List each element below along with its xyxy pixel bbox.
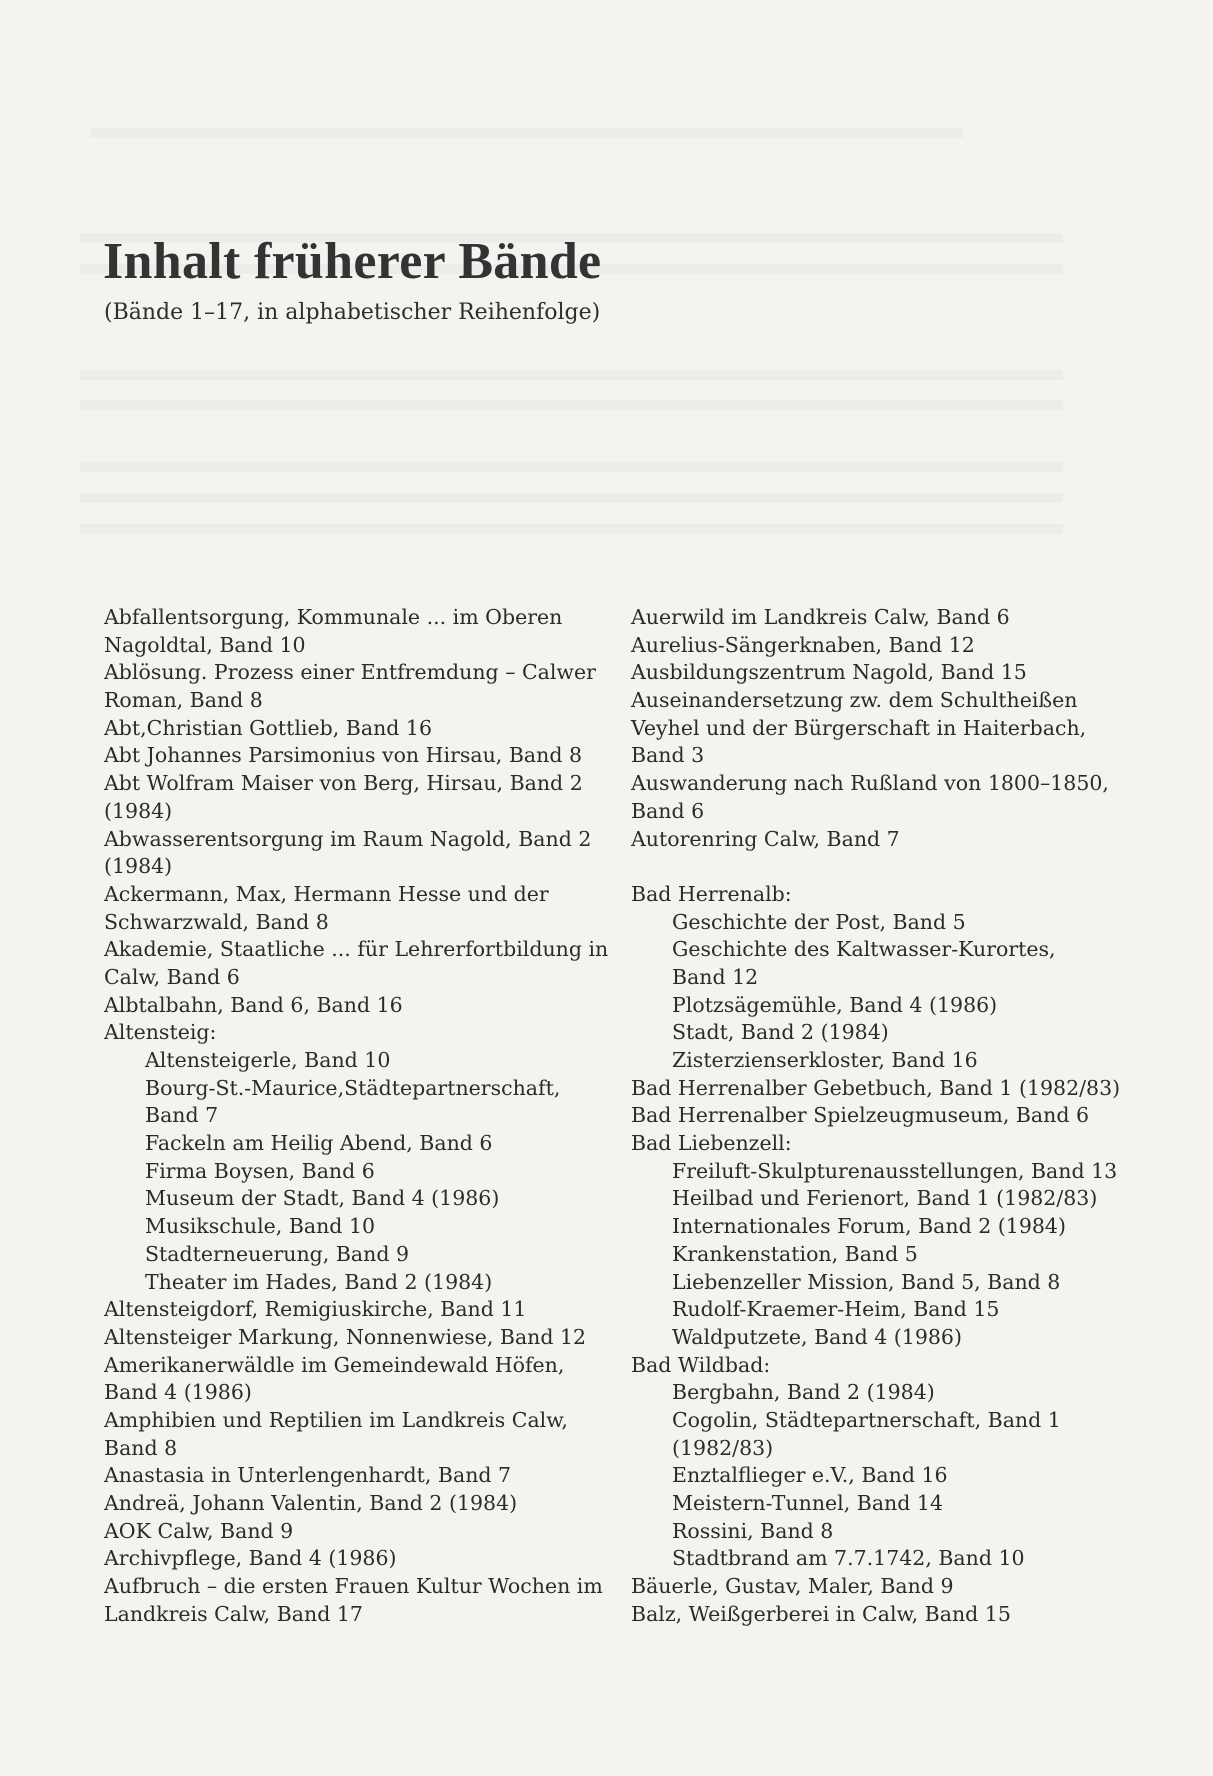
index-entry: Auseinandersetzung zw. dem Schultheißen <box>631 688 1078 713</box>
index-subentry: Stadterneuerung, Band 9 <box>145 1241 409 1266</box>
index-entry: Balz, Weißgerberei in Calw, Band 15 <box>631 1601 1011 1626</box>
index-entry: Aurelius-Sängerknaben, Band 12 <box>631 632 975 657</box>
index-subentry: Plotzsägemühle, Band 4 (1986) <box>672 992 998 1017</box>
index-heading: Bad Herrenalb: <box>631 881 792 906</box>
page-title: Inhalt früherer Bände <box>103 233 602 290</box>
index-subentry: Altensteigerle, Band 10 <box>145 1048 391 1072</box>
index-subentry: Geschichte des Kaltwasser-Kurortes, <box>672 937 1056 962</box>
show-through-line <box>80 370 1063 380</box>
index-entry: Abwasserentsorgung im Raum Nagold, Band 2 <box>104 826 592 851</box>
index-entry: Altensteigdorf, Remigiuskirche, Band 11 <box>104 1297 527 1322</box>
index-entry: Amerikanerwäldle im Gemeindewald Höfen, <box>104 1352 565 1377</box>
index-subentry: Museum der Stadt, Band 4 (1986) <box>145 1186 500 1211</box>
index-entry: Akademie, Staatliche ... für Lehrerfortbildung in <box>104 937 609 962</box>
page-subtitle: (Bände 1–17, in alphabetischer Reihenfolge) <box>104 300 601 325</box>
index-entry: Albtalbahn, Band 6, Band 16 <box>104 992 403 1017</box>
index-entry: Auswanderung nach Rußland von 1800–1850, <box>631 771 1109 796</box>
index-entry: Schwarzwald, Band 8 <box>104 909 329 934</box>
index-entry: Calw, Band 6 <box>104 964 240 989</box>
index-subentry: Freiluft-Skulpturenausstellungen, Band 13 <box>672 1158 1118 1183</box>
index-subentry: Bourg-St.-Maurice,Städtepartnerschaft, <box>145 1075 561 1100</box>
show-through-line <box>80 493 1063 503</box>
index-subentry: Firma Boysen, Band 6 <box>145 1158 375 1183</box>
index-entry: Landkreis Calw, Band 17 <box>104 1601 363 1626</box>
index-subentry: Waldputzete, Band 4 (1986) <box>672 1324 962 1349</box>
index-entry: Bäuerle, Gustav, Maler, Band 9 <box>631 1574 954 1599</box>
index-entry: Aufbruch – die ersten Frauen Kultur Wochen im <box>104 1574 603 1599</box>
index-subentry: Internationales Forum, Band 2 (1984) <box>672 1214 1066 1239</box>
show-through-line <box>80 462 1063 472</box>
index-entry: Archivpflege, Band 4 (1986) <box>104 1546 397 1571</box>
index-entry: Abfallentsorgung, Kommunale ... im Oberen <box>104 605 563 629</box>
index-entry: Amphibien und Reptilien im Landkreis Calw, <box>104 1407 568 1432</box>
index-entry: Anastasia in Unterlengenhardt, Band 7 <box>104 1463 512 1488</box>
index-subentry: Krankenstation, Band 5 <box>672 1241 918 1266</box>
index-subentry: (1982/83) <box>672 1435 774 1460</box>
index-entry: Ablösung. Prozess einer Entfremdung – Calwer <box>104 660 596 685</box>
index-subentry: Liebenzeller Mission, Band 5, Band 8 <box>672 1269 1061 1294</box>
index-entry: Abt Johannes Parsimonius von Hirsau, Band 8 <box>104 743 583 768</box>
show-through-line <box>90 128 963 138</box>
index-entry: Auerwild im Landkreis Calw, Band 6 <box>631 605 1010 629</box>
index-entry: Autorenring Calw, Band 7 <box>631 826 900 851</box>
index-subentry: Rudolf-Kraemer-Heim, Band 15 <box>672 1297 1000 1322</box>
index-entry: Ackermann, Max, Hermann Hesse und der <box>104 881 549 906</box>
index-entry: Band 8 <box>104 1435 178 1460</box>
index-subentry: Meistern-Tunnel, Band 14 <box>672 1491 943 1515</box>
index-subentry: Zisterzienserkloster, Band 16 <box>672 1048 978 1072</box>
index-entry: Band 6 <box>631 798 705 823</box>
index-entry: Ausbildungszentrum Nagold, Band 15 <box>631 660 1027 685</box>
index-entry: Bad Herrenalber Gebetbuch, Band 1 (1982/83) <box>631 1075 1121 1100</box>
index-entry: Band 4 (1986) <box>104 1380 252 1405</box>
section-spacer <box>631 853 1131 881</box>
index-entry: Abt,Christian Gottlieb, Band 16 <box>104 715 432 740</box>
index-subentry: Theater im Hades, Band 2 (1984) <box>145 1269 493 1294</box>
index-subentry: Musikschule, Band 10 <box>145 1214 376 1239</box>
index-entry: Bad Herrenalber Spielzeugmuseum, Band 6 <box>631 1103 1090 1128</box>
index-subentry: Heilbad und Ferienort, Band 1 (1982/83) <box>672 1186 1098 1211</box>
index-entry: Abt Wolfram Maiser von Berg, Hirsau, Band 2 <box>104 771 583 796</box>
show-through-line <box>80 524 1063 534</box>
show-through-line <box>80 400 1063 410</box>
index-subentry: Stadtbrand am 7.7.1742, Band 10 <box>672 1546 1025 1571</box>
index-subentry: Enztalflieger e.V., Band 16 <box>672 1463 948 1488</box>
index-entry: Band 3 <box>631 743 705 768</box>
index-entry: (1984) <box>104 798 173 823</box>
index-subentry: Stadt, Band 2 (1984) <box>672 1020 889 1045</box>
index-subentry: Band 7 <box>145 1103 219 1128</box>
index-column-left <box>104 604 624 1628</box>
index-entry: Andreä, Johann Valentin, Band 2 (1984) <box>104 1491 518 1515</box>
index-entry: (1984) <box>104 854 173 879</box>
index-subentry: Fackeln am Heilig Abend, Band 6 <box>145 1131 493 1156</box>
index-entry: Nagoldtal, Band 10 <box>104 632 306 657</box>
index-entry: AOK Calw, Band 9 <box>104 1518 294 1543</box>
index-subentry: Geschichte der Post, Band 5 <box>672 909 966 934</box>
index-column-right <box>631 604 1131 1628</box>
index-heading: Bad Liebenzell: <box>631 1131 792 1156</box>
index-entry: Roman, Band 8 <box>104 688 263 713</box>
index-heading: Bad Wildbad: <box>631 1352 771 1377</box>
index-subentry: Band 12 <box>672 964 759 989</box>
index-subentry: Rossini, Band 8 <box>672 1518 834 1543</box>
index-subentry: Cogolin, Städtepartnerschaft, Band 1 <box>672 1407 1061 1432</box>
index-heading: Altensteig: <box>104 1020 217 1045</box>
index-entry: Veyhel und der Bürgerschaft in Haiterbach, <box>631 715 1087 740</box>
index-subentry: Bergbahn, Band 2 (1984) <box>672 1380 935 1405</box>
index-entry: Altensteiger Markung, Nonnenwiese, Band 12 <box>104 1324 587 1349</box>
